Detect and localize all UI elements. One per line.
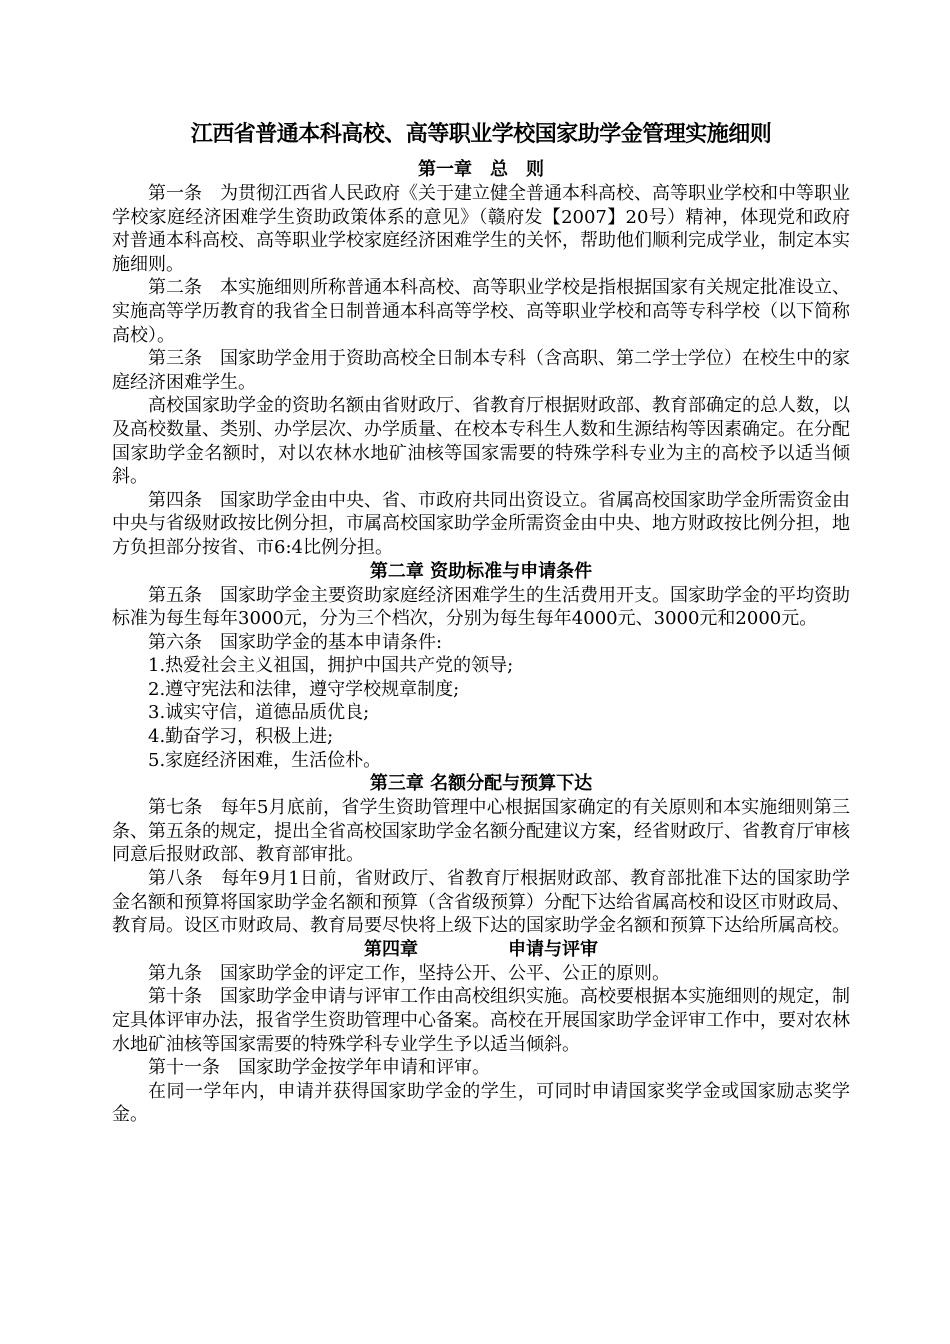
article-6-item-5: 5.家庭经济困难，生活俭朴。 [148, 749, 382, 771]
article-3-paragraph-2: 高校国家助学金的资助名额由省财政厅、省教育厅根据财政部、教育部确定的总人数，以及高校数量、类别、办学层次、办学质量、在校本专科生人数和生源结构等因素确定。在分配国家助学金名额时，对以农林水地矿油核等国家需要的特殊学科专业为主的高校予以适当倾斜。 [112, 395, 850, 488]
article-8: 第八条 每年9月1日前，省财政厅、省教育厅根据财政部、教育部批准下达的国家助学金名额和预算将国家助学金名额和预算（含省级预算）分配下达给省属高校和设区市财政局、教育局。设区市财政局、教育局要尽快将上级下达的国家助学金名额和预算下达给所属高校。 [112, 868, 850, 937]
article-4: 第四条 国家助学金由中央、省、市政府共同出资设立。省属高校国家助学金所需资金由中央与省级财政按比例分担，市属高校国家助学金所需资金由中央、地方财政按比例分担，地方负担部分按省、市6:4比例分担。 [112, 489, 850, 558]
article-6-item-4: 4.勤奋学习，积极上进; [148, 726, 334, 748]
article-6-item-3: 3.诚实守信，道德品质优良; [148, 702, 370, 724]
chapter-3-heading: 第三章 名额分配与预算下达 [369, 773, 593, 795]
chapter-2-heading: 第二章 资助标准与申请条件 [369, 560, 593, 582]
article-11-paragraph-2: 在同一学年内，申请并获得国家助学金的学生，可同时申请国家奖学金或国家励志奖学金。 [112, 1080, 850, 1126]
chapter-4-heading: 第四章 申请与评审 [364, 938, 598, 960]
article-6-item-2: 2.遵守宪法和法律，遵守学校规章制度; [148, 678, 460, 700]
document-page [112, 118, 850, 1127]
article-1: 第一条 为贯彻江西省人民政府《关于建立健全普通本科高校、高等职业学校和中等职业学校家庭经济困难学生资助政策体系的意见》（赣府发【2007】20号）精神，体现党和政府对普通本科高校、高等职业学校家庭经济困难学生的关怀，帮助他们顺利完成学业，制定本实施细则。 [112, 183, 850, 275]
article-11: 第十一条 国家助学金按学年申请和评审。 [148, 1057, 490, 1079]
article-2: 第二条 本实施细则所称普通本科高校、高等职业学校是指根据国家有关规定批准设立、实施高等学历教育的我省全日制普通本科高等学校、高等职业学校和高等专科学校（以下简称高校）。 [112, 277, 850, 346]
article-6-item-1: 1.热爱社会主义祖国，拥护中国共产党的领导; [148, 655, 514, 677]
chapter-1-heading: 第一章 总 则 [418, 159, 544, 180]
article-10: 第十条 国家助学金申请与评审工作由高校组织实施。高校要根据本实施细则的规定，制定具体评审办法，报省学生资助管理中心备案。高校在开展国家助学金评审工作中，要对农林水地矿油核等国家需要的特殊学科专业学生予以适当倾斜。 [112, 986, 850, 1055]
article-9: 第九条 国家助学金的评定工作，坚持公开、公平、公正的原则。 [148, 962, 670, 984]
article-6: 第六条 国家助学金的基本申请条件: [148, 631, 443, 653]
article-5: 第五条 国家助学金主要资助家庭经济困难学生的生活费用开支。国家助学金的平均资助标准为每生每年3000元，分为三个档次，分别为每生每年4000元、3000元和2000元。 [112, 584, 850, 630]
article-3: 第三条 国家助学金用于资助高校全日制本专科（含高职、第二学士学位）在校生中的家庭经济困难学生。 [112, 348, 850, 393]
document-title: 江西省普通本科高校、高等职业学校国家助学金管理实施细则 [190, 122, 772, 147]
article-7: 第七条 每年5月底前，省学生资助管理中心根据国家确定的有关原则和本实施细则第三条、第五条的规定，提出全省高校国家助学金名额分配建议方案，经省财政厅、省教育厅审核同意后报财政部、教育部审批。 [112, 797, 850, 866]
